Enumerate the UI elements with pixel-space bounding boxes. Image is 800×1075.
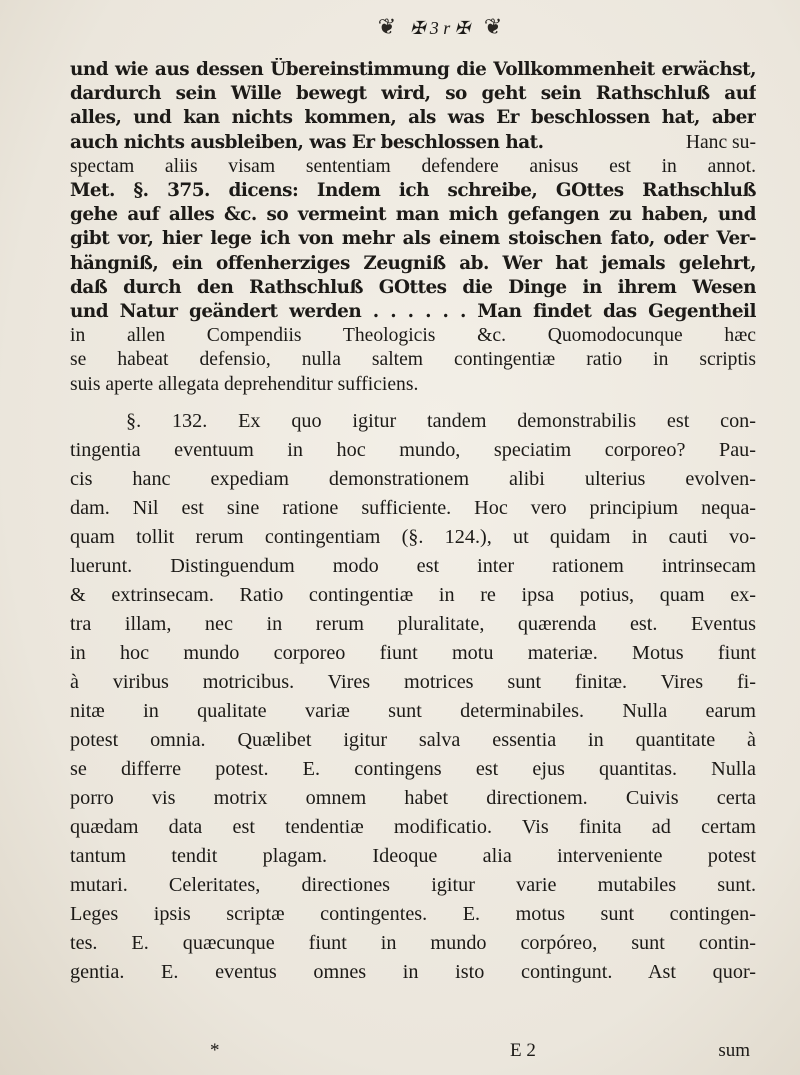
text-line: nitæ in qualitate variæ sunt determinabiles. Nulla earum	[70, 699, 756, 722]
text-line: quam tollit rerum contingentiam (§. 124.), ut quidam in cauti vo-	[70, 525, 756, 548]
text-line: gentia. E. eventus omnes in isto contingunt. Ast quor-	[70, 960, 756, 983]
text-line: cis hanc expediam demonstrationem alibi ulterius evolven-	[70, 467, 756, 490]
text-line: se habeat defensio, nulla saltem contingentiæ ratio in scriptis	[70, 349, 756, 371]
page-footer	[70, 1040, 756, 1064]
text-line: und Natur geändert werden . . . . . . Man findet das Gegentheil	[70, 301, 756, 323]
body-text	[70, 58, 756, 987]
text-line: alles, und kan nichts kommen, als was Er beschlossen hat, aber	[70, 107, 756, 129]
text-line: tra illam, nec in rerum pluralitate, quærenda est. Eventus	[70, 612, 756, 635]
text-line: Leges ipsis scriptæ contingentes. E. motus sunt contingen-	[70, 902, 756, 925]
text-line: auch nichts ausbleiben, was Er beschlossen hat.	[70, 131, 544, 153]
text-line: spectam aliis visam sententiam defendere anisus est in annot.	[70, 155, 756, 177]
text-line: Hanc su-	[685, 131, 756, 153]
text-line: se differre potest. E. contingens est ejus quantitas. Nulla	[70, 757, 756, 780]
text-line: porro vis motrix omnem habet directionem. Cuivis certa	[70, 786, 756, 809]
text-line: tingentia eventuum in hoc mundo, speciatim corporeo? Pau-	[70, 438, 756, 461]
text-line: tes. E. quæcunque fiunt in mundo corpóreo, sunt contin-	[70, 931, 756, 954]
text-line: §. 132. Ex quo igitur tandem demonstrabilis est con-	[126, 409, 756, 432]
text-line: mutari. Celeritates, directiones igitur varie mutabiles sunt.	[70, 873, 756, 896]
text-line: gehe auf alles &c. so vermeint man mich gefangen zu haben, und	[70, 204, 756, 226]
text-line: gibt vor, hier lege ich von mehr als einem stoischen fato, oder Ver-	[70, 228, 756, 250]
text-line: luerunt. Distinguendum modo est inter rationem intrinsecam	[70, 554, 756, 577]
text-line: dam. Nil est sine ratione sufficiente. Hoc vero principium nequa-	[70, 496, 756, 519]
text-line: tantum tendit plagam. Ideoque alia interveniente potest	[70, 844, 756, 867]
text-line: à viribus motricibus. Vires motrices sunt finitæ. Vires fi-	[70, 670, 756, 693]
text-line: dardurch sein Wille bewegt wird, so geht sein Rathschluß auf	[70, 83, 756, 105]
header-signature: ✠ 3 r ✠	[410, 17, 470, 38]
ornament-right-icon: ❦	[483, 15, 503, 40]
text-line: quædam data est tendentiæ modificatio. Vis finita ad certam	[70, 815, 756, 838]
text-line: hängniß, ein offenherziges Zeugniß ab. Wer hat jemals gelehrt,	[70, 252, 756, 274]
footnote-star: *	[210, 1040, 220, 1061]
catchword: sum	[718, 1040, 750, 1061]
text-line: in hoc mundo corporeo fiunt motu materiæ. Motus fiunt	[70, 641, 756, 664]
ornament-left-icon: ❦	[377, 15, 397, 40]
text-line: & extrinsecam. Ratio contingentiæ in re ipsa potius, quam ex-	[70, 583, 756, 606]
text-line: potest omnia. Quælibet igitur salva essentia in quantitate à	[70, 728, 756, 751]
page-header	[300, 10, 580, 46]
footer-signature: E 2	[510, 1040, 536, 1061]
text-line: in allen Compendiis Theologicis &c. Quomodocunque hæc	[70, 325, 756, 347]
text-line-combined	[70, 131, 756, 155]
text-line: Met. §. 375. dicens: Indem ich schreibe, GOttes Rathschluß	[70, 180, 756, 202]
paragraph-gap	[70, 397, 756, 407]
text-line: daß durch den Rathschluß GOttes die Dinge in ihrem Wesen	[70, 276, 756, 298]
text-line: und wie aus dessen Übereinstimmung die Vollkommenheit erwächst,	[70, 59, 756, 80]
text-line: suis aperte allegata deprehenditur sufficiens.	[70, 373, 419, 395]
